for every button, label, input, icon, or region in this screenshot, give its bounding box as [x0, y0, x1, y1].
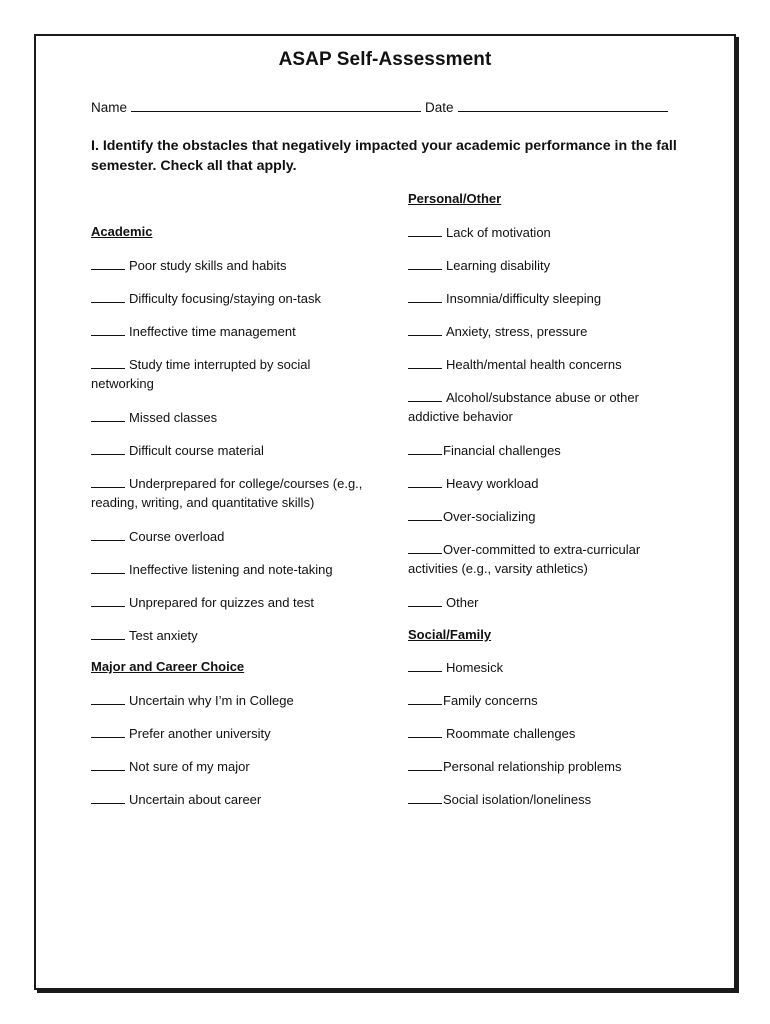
checklist-item[interactable]: Over-socializing	[408, 506, 535, 527]
checklist-item[interactable]: Anxiety, stress, pressure	[408, 321, 587, 342]
checklist-item[interactable]: Family concerns	[408, 690, 538, 711]
check-blank[interactable]	[408, 473, 442, 488]
checklist-item-continued: activities (e.g., varsity athletics)	[408, 561, 588, 576]
major-career-header: Major and Career Choice	[91, 659, 245, 674]
checklist-item[interactable]: Missed classes	[91, 407, 217, 428]
checklist-item[interactable]: Health/mental health concerns	[408, 354, 622, 375]
check-blank[interactable]	[408, 690, 442, 705]
check-blank[interactable]	[408, 723, 442, 738]
check-blank[interactable]	[91, 723, 125, 738]
checklist-item[interactable]: Social isolation/loneliness	[408, 789, 591, 810]
checklist-item-continued: addictive behavior	[408, 409, 513, 424]
checklist-item[interactable]: Unprepared for quizzes and test	[91, 592, 314, 613]
checklist-item[interactable]: Poor study skills and habits	[91, 255, 287, 276]
checklist-item[interactable]: Personal relationship problems	[408, 756, 621, 777]
check-blank[interactable]	[408, 592, 442, 607]
check-blank[interactable]	[408, 387, 442, 402]
name-label: Name	[91, 100, 128, 115]
check-blank[interactable]	[91, 559, 125, 574]
checklist-item[interactable]: Roommate challenges	[408, 723, 575, 744]
check-blank[interactable]	[408, 288, 442, 303]
check-blank[interactable]	[408, 756, 442, 771]
instructions	[91, 136, 681, 176]
checklist-item[interactable]: Difficult course material	[91, 440, 264, 461]
checklist-item-continued: networking	[91, 376, 154, 391]
instruction-line: semester. Check all that apply.	[91, 158, 297, 174]
checklist-item[interactable]: Prefer another university	[91, 723, 271, 744]
checklist-item[interactable]: Learning disability	[408, 255, 550, 276]
personal-other-header: Personal/Other	[408, 191, 502, 206]
check-blank[interactable]	[408, 506, 442, 521]
checklist-item[interactable]: Ineffective time management	[91, 321, 296, 342]
check-blank[interactable]	[408, 657, 442, 672]
check-blank[interactable]	[408, 255, 442, 270]
checklist-item[interactable]: Alcohol/substance abuse or other	[408, 387, 639, 408]
academic-header: Academic	[91, 224, 153, 239]
checklist-item[interactable]: Not sure of my major	[91, 756, 250, 777]
checklist-item[interactable]: Course overload	[91, 526, 224, 547]
check-blank[interactable]	[91, 354, 125, 369]
checklist-item[interactable]: Ineffective listening and note-taking	[91, 559, 333, 580]
check-blank[interactable]	[91, 526, 125, 541]
checklist-item[interactable]: Test anxiety	[91, 625, 198, 646]
check-blank[interactable]	[91, 690, 125, 705]
checklist-item[interactable]: Financial challenges	[408, 440, 561, 461]
check-blank[interactable]	[91, 255, 125, 270]
check-blank[interactable]	[91, 756, 125, 771]
check-blank[interactable]	[408, 321, 442, 336]
check-blank[interactable]	[91, 473, 125, 488]
checklist-item[interactable]: Difficulty focusing/staying on-task	[91, 288, 321, 309]
checklist-item[interactable]: Over-committed to extra-curricular	[408, 539, 640, 560]
checklist-item[interactable]: Insomnia/difficulty sleeping	[408, 288, 601, 309]
form-title: ASAP Self-Assessment	[278, 49, 492, 70]
check-blank[interactable]	[91, 789, 125, 804]
checklist-item[interactable]: Study time interrupted by social	[91, 354, 310, 375]
checklist-item[interactable]: Other	[408, 592, 479, 613]
check-blank[interactable]	[91, 625, 125, 640]
checklist-item[interactable]: Heavy workload	[408, 473, 539, 494]
checklist-item[interactable]: Uncertain about career	[91, 789, 261, 810]
check-blank[interactable]	[408, 440, 442, 455]
date-label: Date	[425, 100, 454, 115]
name-field[interactable]	[131, 97, 421, 112]
check-blank[interactable]	[91, 592, 125, 607]
name-date-row	[91, 97, 668, 118]
checklist-item-continued: reading, writing, and quantitative skills)	[91, 495, 315, 510]
checklist-item[interactable]: Homesick	[408, 657, 503, 678]
check-blank[interactable]	[408, 222, 442, 237]
checklist-item[interactable]: Lack of motivation	[408, 222, 551, 243]
check-blank[interactable]	[91, 321, 125, 336]
check-blank[interactable]	[408, 789, 442, 804]
check-blank[interactable]	[91, 288, 125, 303]
check-blank[interactable]	[408, 354, 442, 369]
check-blank[interactable]	[408, 539, 442, 554]
checklist-item[interactable]: Underprepared for college/courses (e.g.,	[91, 473, 362, 494]
date-field[interactable]	[458, 97, 668, 112]
check-blank[interactable]	[91, 407, 125, 422]
check-blank[interactable]	[91, 440, 125, 455]
checklist-item[interactable]: Uncertain why I’m in College	[91, 690, 294, 711]
social-family-header: Social/Family	[408, 627, 492, 642]
instruction-line: I. Identify the obstacles that negatively impacted your academic performance in the fall	[91, 138, 677, 154]
